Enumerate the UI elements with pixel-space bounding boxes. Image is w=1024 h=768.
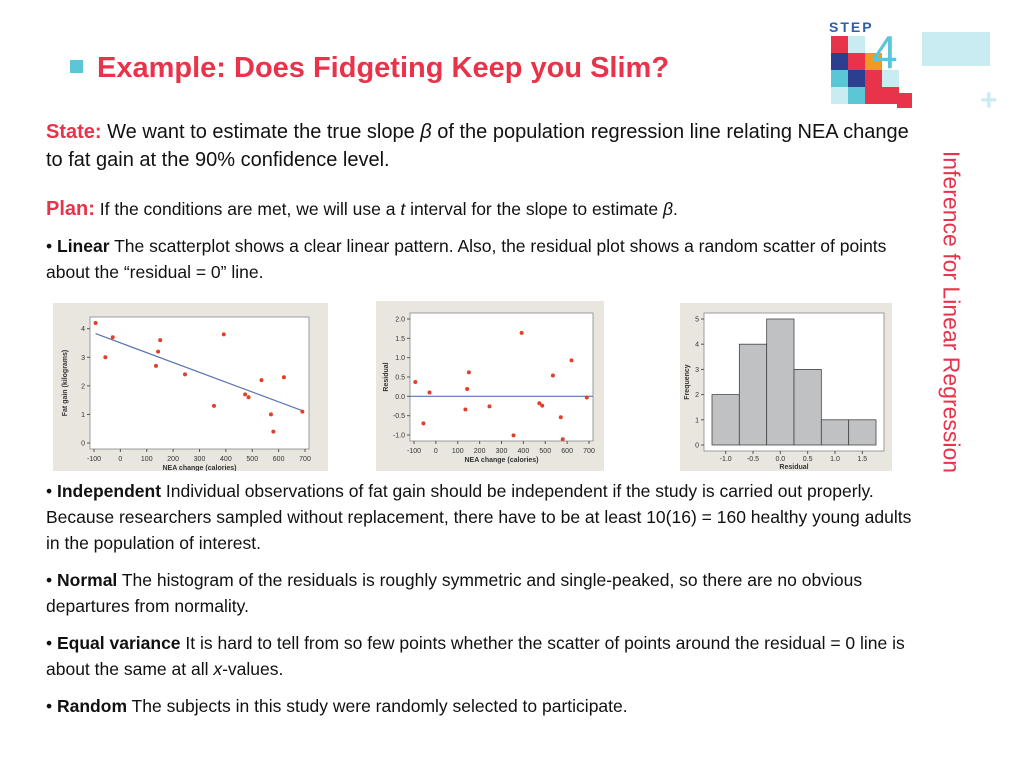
x-tick-label: 500 xyxy=(246,456,259,463)
y-tick-label: 2 xyxy=(695,392,699,400)
x-tick-label: 0 xyxy=(433,448,438,455)
y-tick-label: 1.5 xyxy=(395,335,405,343)
residual-point xyxy=(540,404,544,408)
y-axis-label: Fat gain (kilograms) xyxy=(62,349,69,417)
y-tick-label: 1 xyxy=(81,411,85,419)
logo-plus: + xyxy=(980,84,998,117)
x-tick-label: 400 xyxy=(220,456,232,463)
data-point xyxy=(111,335,115,339)
data-point xyxy=(271,430,275,434)
data-point xyxy=(243,392,247,396)
bullet-random: • Random The subjects in this study were randomly selected to participate. xyxy=(46,696,628,716)
residual-point xyxy=(428,390,432,394)
plan-paragraph: Plan: If the conditions are met, we will use a t interval for the slope to estimate β. xyxy=(46,198,678,220)
y-tick-label: 0.5 xyxy=(395,374,405,382)
x-tick-label: 300 xyxy=(495,448,508,455)
data-point xyxy=(183,372,187,376)
x-tick-label: 100 xyxy=(451,448,464,455)
data-point xyxy=(282,375,286,379)
x-tick-label: 0.5 xyxy=(802,456,813,463)
residual-point xyxy=(467,370,471,374)
residual-point xyxy=(487,404,491,408)
residual-point xyxy=(413,380,417,384)
y-tick-label: 0.0 xyxy=(395,393,405,401)
x-tick-label: 200 xyxy=(167,456,179,463)
x-tick-label: -100 xyxy=(86,456,102,463)
data-point xyxy=(158,338,162,342)
histogram-bar xyxy=(767,319,794,445)
x-tick-label: 700 xyxy=(299,456,311,463)
residual-point xyxy=(520,331,524,335)
logo-step-text: STEP xyxy=(829,19,874,35)
data-point xyxy=(103,355,107,359)
state-label: State: xyxy=(46,121,102,143)
residual-point xyxy=(570,358,574,362)
scatterplot xyxy=(53,303,328,471)
y-tick-label: 2.0 xyxy=(395,316,405,324)
x-tick-label: 600 xyxy=(272,456,285,463)
y-tick-label: 0 xyxy=(81,440,85,448)
side-title xyxy=(921,112,981,512)
y-tick-label: 3 xyxy=(81,354,85,362)
data-point xyxy=(94,321,98,325)
residual-point xyxy=(421,421,425,425)
data-point xyxy=(269,412,273,416)
logo-number: 4 xyxy=(872,26,898,78)
plot-area xyxy=(90,317,309,449)
y-tick-label: 4 xyxy=(695,341,699,349)
residual-point xyxy=(585,395,589,399)
y-axis-label: Residual xyxy=(383,362,390,392)
histogram-bar xyxy=(821,420,848,445)
bullet-equal-variance: • Equal variance It is hard to tell from so few points whether the scatter of points around the residual = 0 line is about the same at all x-values. xyxy=(46,633,905,679)
y-tick-label: 1.0 xyxy=(395,355,405,363)
data-point xyxy=(156,350,160,354)
histogram-bar xyxy=(794,369,821,445)
y-tick-label: 0 xyxy=(695,442,699,450)
histogram-bar xyxy=(849,420,876,445)
x-tick-label: 400 xyxy=(517,448,530,455)
step-4-logo xyxy=(824,18,1002,118)
plot-area xyxy=(410,313,593,441)
bullet-normal: • Normal The histogram of the residuals is roughly symmetric and single-peaked, so there are no obvious departures from normality. xyxy=(46,570,863,616)
data-point xyxy=(300,410,304,414)
side-title-text: Inference for Linear Regression xyxy=(938,150,965,474)
x-tick-label: -0.5 xyxy=(746,456,760,463)
data-point xyxy=(212,404,216,408)
plan-label: Plan: xyxy=(46,198,95,220)
y-tick-label: 2 xyxy=(81,383,85,391)
x-tick-label: 500 xyxy=(539,448,552,455)
y-axis-label: Frequency xyxy=(684,364,691,400)
x-tick-label: 700 xyxy=(583,448,595,455)
y-tick-label: -0.5 xyxy=(392,413,405,421)
x-tick-label: 1.5 xyxy=(857,456,868,463)
data-point xyxy=(222,332,226,336)
y-tick-label: -1.0 xyxy=(392,432,405,440)
title-text: Example: Does Fidgeting Keep you Slim? xyxy=(97,52,670,84)
data-point xyxy=(154,364,158,368)
x-tick-label: 100 xyxy=(140,456,153,463)
x-tick-label: -1.0 xyxy=(719,456,732,463)
residual-point xyxy=(465,387,469,391)
x-axis-label: NEA change (calories) xyxy=(162,465,237,471)
y-tick-label: 1 xyxy=(695,417,699,425)
x-tick-label: 600 xyxy=(561,448,573,455)
y-tick-label: 3 xyxy=(695,366,699,374)
x-tick-label: 1.0 xyxy=(830,456,840,463)
y-tick-label: 5 xyxy=(695,316,699,324)
data-point xyxy=(259,378,263,382)
x-tick-label: 0 xyxy=(118,456,123,463)
residual-plot xyxy=(376,301,604,471)
residual-histogram xyxy=(680,303,892,471)
x-tick-label: 300 xyxy=(193,456,206,463)
x-axis-label: Residual xyxy=(779,464,809,471)
bullet-independent: • Independent Individual observations of fat gain should be independent if the study is carried out properly. Because researchers sampled without replacement, there have to be at least 10(16) = 160 healthy young adults in the population of interest. xyxy=(46,481,912,553)
histogram-bar xyxy=(712,395,739,445)
slide-title xyxy=(70,52,669,85)
histogram-bar xyxy=(739,344,766,445)
title-bullet-square xyxy=(70,60,83,73)
bullet-linear: • Linear The scatterplot shows a clear linear pattern. Also, the residual plot shows a random scatter of points about the “residual = 0” line. xyxy=(46,236,887,282)
x-tick-label: -100 xyxy=(406,448,422,455)
x-axis-label: NEA change (calories) xyxy=(464,457,539,464)
x-tick-label: 0.0 xyxy=(775,456,786,463)
residual-point xyxy=(463,407,467,411)
x-tick-label: 200 xyxy=(473,448,486,455)
y-tick-label: 4 xyxy=(81,326,85,334)
residual-point xyxy=(551,373,555,377)
residual-point xyxy=(559,415,563,419)
residual-point xyxy=(561,437,565,441)
state-paragraph: State: We want to estimate the true slope β of the population regression line relating NEA change to fat gain at the 90% confidence level. xyxy=(46,121,909,171)
residual-point xyxy=(512,433,516,437)
data-point xyxy=(247,395,251,399)
